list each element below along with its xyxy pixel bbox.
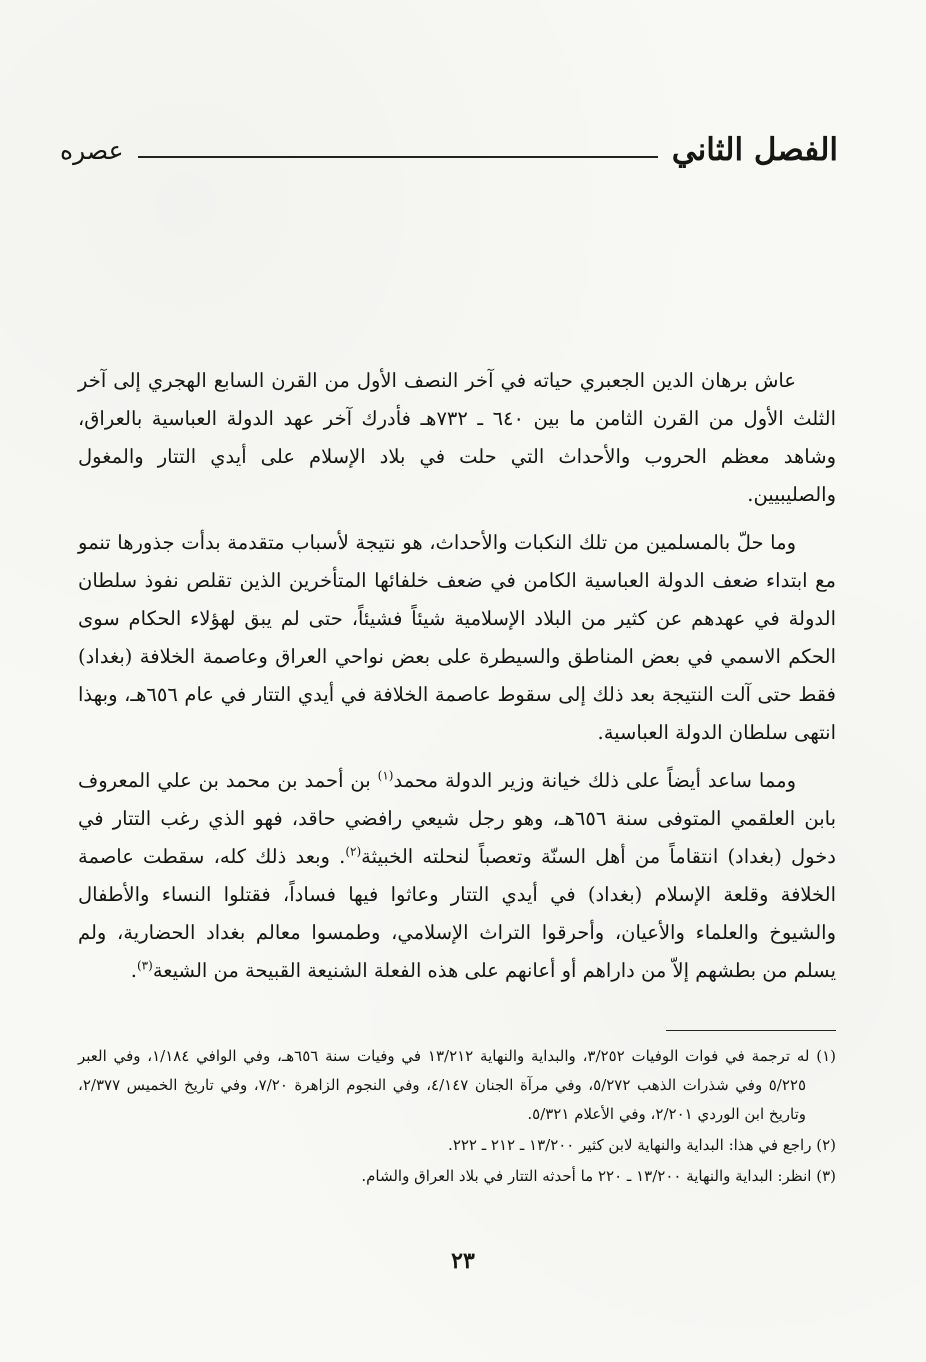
body-text bbox=[78, 362, 836, 1000]
footnote-reference: (١) bbox=[377, 768, 394, 783]
footnote: (١) له ترجمة في فوات الوفيات ٣/٢٥٢، والبداية والنهاية ١٣/٢١٢ في وفيات سنة ٦٥٦هـ، وفي الوافي ١/١٨٤، وفي العبر ٥/٢٢٥ وفي شذرات الذهب ٥/٢٧٢، وفي مرآة الجنان ٤/١٤٧، وفي النجوم الزاهرة ٧/٢٠، وفي تاريخ الخميس ٢/٣٧٧، وتاريخ ابن الوردي ٢/٢٠١، وفي الأعلام ٥/٣٢١. bbox=[78, 1047, 836, 1123]
footnote-reference: (٢) bbox=[345, 844, 362, 859]
footnote-separator bbox=[666, 1030, 836, 1031]
paragraph bbox=[78, 524, 836, 752]
text-segment: وما حلّ بالمسلمين من تلك النكبات والأحداث، هو نتيجة لأسباب متقدمة بدأت جذورها تنمو مع ابتداء ضعف الدولة العباسية الكامن في ضعف خلفائها المتأخرين الذين تقلص نفوذ سلطان الدولة في عهدهم عن كثير من البلاد الإسلامية شيئاً فشيئاً، حتى لم يبق لهؤلاء الحكام سوى الحكم الاسمي في بعض المناطق والسيطرة على بعض نواحي العراق وعاصمة الخلافة (بغداد) فقط حتى آلت النتيجة بعد ذلك إلى سقوط عاصمة الخلافة في أيدي التتار في عام ٦٥٦هـ، وبهذا انتهى سلطان الدولة العباسية. bbox=[78, 531, 836, 744]
footnotes bbox=[78, 1042, 836, 1193]
section-title: عصره bbox=[60, 135, 124, 165]
text-segment: . bbox=[130, 959, 137, 982]
footnote-reference: (٣) bbox=[136, 958, 153, 973]
header-rule bbox=[138, 156, 658, 158]
footnote: (٢) راجع في هذا: البداية والنهاية لابن كثير ١٣/٢٠٠ ـ ٢١٢ ـ ٢٢٢. bbox=[448, 1136, 836, 1154]
text-segment: . وبعد ذلك كله، سقطت عاصمة الخلافة وقلعة الإسلام (بغداد) في أيدي التتار وعاثوا فيها فساداً، فقتلوا النساء والأطفال والشيوخ والعلماء والأعيان، وأحرقوا التراث الإسلامي، وطمسوا معالم بغداد الحضارية، ولم يسلم من بطشهم إلاّ من داراهم أو أعانهم على هذه الفعلة الشنيعة القبيحة من الشيعة bbox=[78, 845, 836, 982]
page-number: ٢٣ bbox=[451, 1248, 475, 1274]
text-segment: عاش برهان الدين الجعبري حياته في آخر النصف الأول من القرن السابع الهجري إلى آخر الثلث الأول من القرن الثامن ما بين ٦٤٠ ـ ٧٣٢هـ فأدرك آخر عهد الدولة العباسية بالعراق، وشاهد معظم الحروب والأحداث التي حلت في بلاد الإسلام على أيدي التتار والمغول والصليبيين. bbox=[78, 369, 836, 506]
text-segment: ومما ساعد أيضاً على ذلك خيانة وزير الدولة محمد bbox=[393, 769, 796, 792]
running-header bbox=[60, 120, 838, 180]
chapter-title: الفصل الثاني bbox=[671, 132, 838, 168]
paragraph bbox=[78, 762, 836, 990]
footnote: (٣) انظر: البداية والنهاية ١٣/٢٠٠ ـ ٢٢٠ ما أحدثه التتار في بلاد العراق والشام. bbox=[361, 1167, 836, 1185]
paragraph bbox=[78, 362, 836, 514]
text-segment: بن أحمد بن محمد بن علي المعروف بابن العلقمي المتوفى سنة ٦٥٦هـ، وهو رجل شيعي رافضي حاقد، فهو الذي رغب التتار في دخول (بغداد) انتقاماً من أهل السنّة وتعصباً لنحلته الخبيثة bbox=[78, 769, 836, 868]
